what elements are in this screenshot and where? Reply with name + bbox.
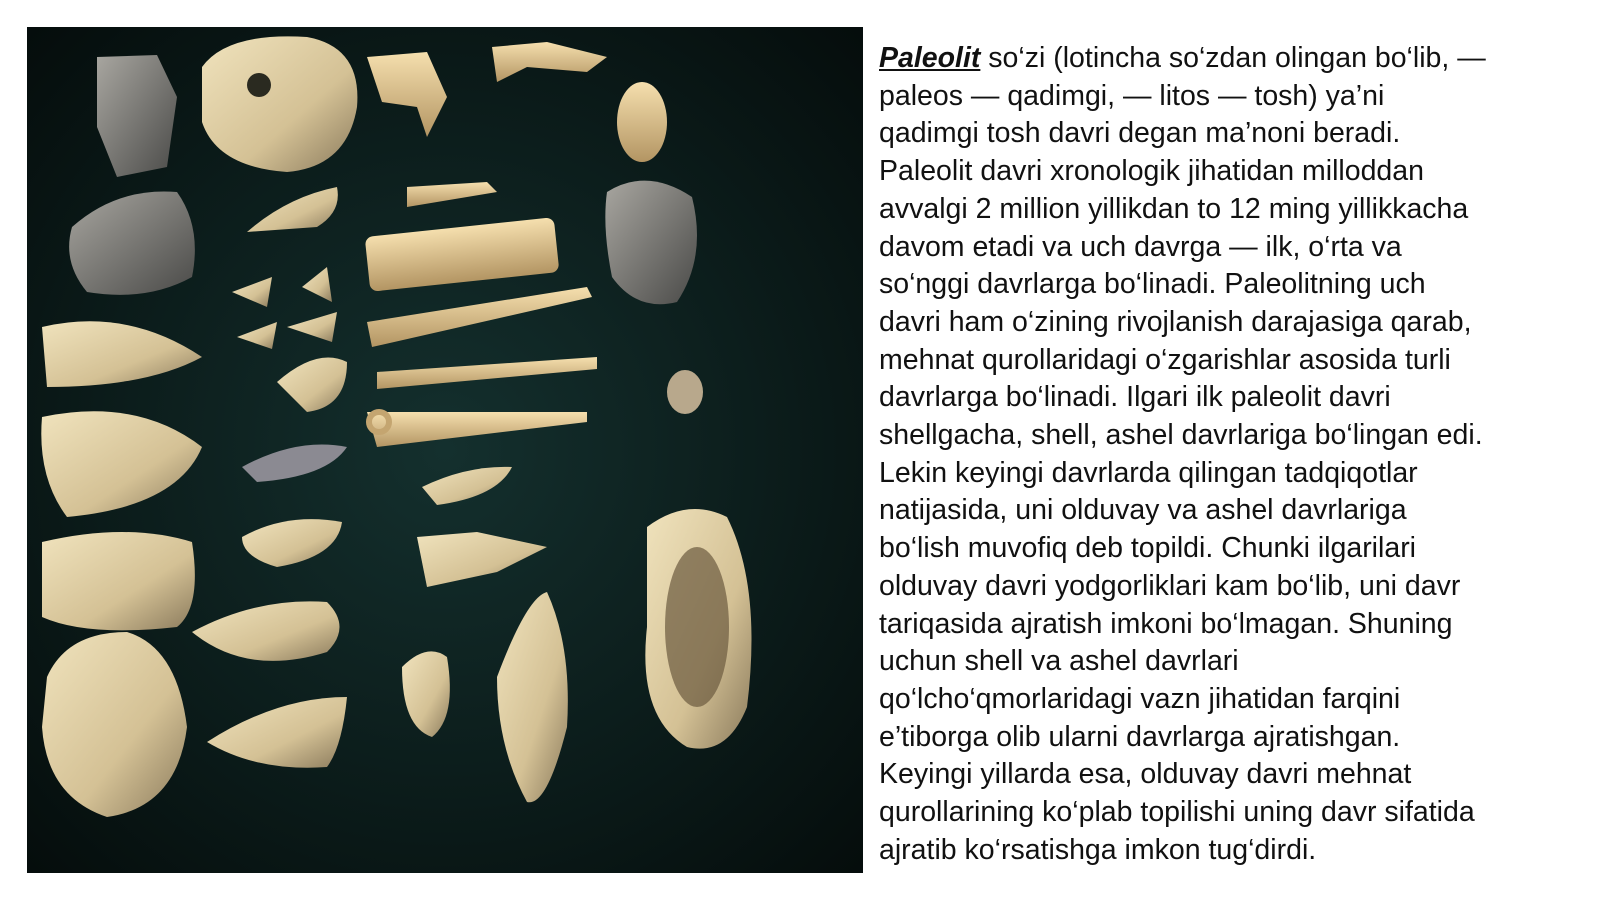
- tools-illustration: [27, 27, 863, 873]
- paragraph-line: shellgacha, shell, ashel davrlariga bo‘lingan edi.: [879, 419, 1483, 452]
- paragraph-line: qadimgi tosh davri degan ma’noni beradi.: [879, 117, 1401, 150]
- paragraph-line: e’tiborga olib ularni davrlarga ajratishgan.: [879, 720, 1401, 753]
- perforated-disc: [202, 36, 357, 172]
- flake-tool-3: [42, 532, 195, 630]
- paragraph-line-1: [879, 40, 1579, 78]
- paragraph-line: Lekin keyingi davrlarda qilingan tadqiqotlar: [879, 456, 1418, 489]
- paragraph-line: davri ham o‘zining rivojlanish darajasiga qarab,: [879, 305, 1472, 338]
- paragraph-line: qurollarining ko‘plab topilishi uning davr sifatida: [879, 796, 1475, 829]
- paragraph-line: bo‘lish muvofiq deb topildi. Chunki ilgarilari: [879, 532, 1417, 565]
- scraper-inner: [665, 547, 729, 707]
- paragraph-line: avvalgi 2 million yillikdan to 12 ming yillikkacha: [879, 192, 1469, 225]
- paleolithic-tools-photo: [27, 27, 863, 873]
- shell-bead-1: [617, 82, 667, 162]
- paragraph-line: tariqasida ajratish imkoni bo‘lmagan. Shuning: [879, 607, 1453, 640]
- description-paragraph: [879, 40, 1579, 869]
- paragraph-line: olduvay davri yodgorliklari kam bo‘lib, uni davr: [879, 569, 1461, 602]
- paragraph-line: uchun shell va ashel davrlari: [879, 645, 1239, 678]
- paragraph-line: davom etadi va uch davrga — ilk, o‘rta va: [879, 230, 1402, 263]
- paragraph-line: davrlarga bo‘linadi. Ilgari ilk paleolit davri: [879, 381, 1391, 414]
- paragraph-line: Paleolit davri xronologik jihatidan milloddan: [879, 155, 1424, 188]
- stone-lamp: [605, 181, 697, 305]
- paragraph-line: so‘nggi davrlarga bo‘linadi. Paleolitning uch: [879, 268, 1426, 301]
- paragraph-line: paleos — qadimgi, — litos — tosh) ya’ni: [879, 79, 1385, 112]
- first-line-rest: so‘zi (lotincha so‘zdan olingan bo‘lib, —: [980, 42, 1486, 74]
- disc-hole: [247, 73, 271, 97]
- paragraph-line: natijasida, uni olduvay va ashel davrlariga: [879, 494, 1407, 527]
- shell-bead-2: [667, 370, 703, 414]
- paragraph-line: qo‘lcho‘qmorlaridagi vazn jihatidan farqini: [879, 682, 1401, 715]
- paragraph-line: mehnat qurollaridagi o‘zgarishlar asosida turli: [879, 343, 1451, 376]
- paragraph-line: ajratib ko‘rsatishga imkon tug‘dirdi.: [879, 833, 1317, 866]
- term-paleolit: Paleolit: [879, 42, 981, 74]
- paragraph-line: Keyingi yillarda esa, olduvay davri mehnat: [879, 758, 1412, 791]
